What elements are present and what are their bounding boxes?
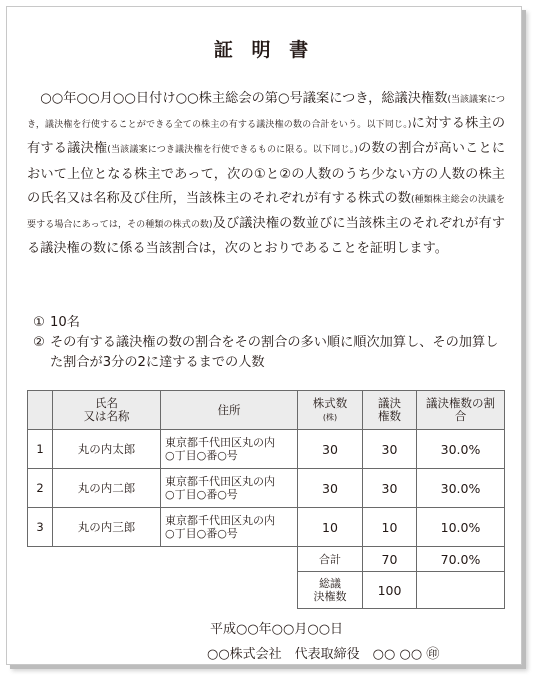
row-shares: 10 <box>298 508 363 547</box>
total-voting-rights-value: 100 <box>363 572 417 609</box>
total-votes: 70 <box>363 547 417 572</box>
body-text-segment: に対する株主の有する議決権 <box>27 116 506 157</box>
row-votes: 30 <box>363 430 417 469</box>
list-item <box>33 313 503 333</box>
row-no: 1 <box>28 430 53 469</box>
row-ratio: 30.0% <box>417 469 505 508</box>
certificate-body <box>27 87 505 261</box>
row-shares: 30 <box>298 430 363 469</box>
list-item <box>33 333 503 373</box>
list-mark: ② <box>33 335 45 350</box>
body-text-segment: の数の割合が高いことにおいて上位となる株主であって，次の①と②の人数のうち少ない方の人数の株主の氏名又は名称及び住所，当該株主のそれぞれが有する株式の数 <box>27 141 506 206</box>
row-name: 丸の内三郎 <box>53 508 161 547</box>
body-text-segment: 及び議決権の数並びに当該株主のそれぞれが有する議決権の数に係る当該割合は，次のとおりであることを証明します。 <box>27 216 505 257</box>
document-title: 証 明 書 <box>213 39 315 61</box>
list-text: その有する議決権の数の割合をその割合の多い順に順次加算し、その加算した割合が3分の2に達するまでの人数 <box>50 335 499 370</box>
total-voting-rights-label: 総議 決権数 <box>298 572 363 609</box>
total-ratio: 70.0% <box>417 547 505 572</box>
row-shares: 30 <box>298 469 363 508</box>
row-address: 東京都千代田区丸の内 ○丁目○番○号 <box>161 430 298 469</box>
row-votes: 10 <box>363 508 417 547</box>
total-row <box>28 547 505 572</box>
row-address: 東京都千代田区丸の内 ○丁目○番○号 <box>161 469 298 508</box>
condition-list <box>33 313 503 373</box>
list-mark: ① <box>33 315 45 330</box>
certificate-footer <box>207 617 440 667</box>
row-address: 東京都千代田区丸の内 ○丁目○番○号 <box>161 508 298 547</box>
header-no <box>28 391 53 430</box>
header-address: 住所 <box>161 391 298 430</box>
body-note: (種類株主総会の決議を要する場合にあっては，その種類の株式の数) <box>27 194 506 231</box>
header-ratio: 議決権数の割 合 <box>417 391 505 430</box>
body-note: (当該議案につき，議決権を行使することができる全ての株主の有する議決権の数の合計をいう。以下同じ。) <box>27 95 505 131</box>
table-row <box>28 508 505 547</box>
row-no: 2 <box>28 469 53 508</box>
list-text: 10名 <box>50 315 80 330</box>
row-name: 丸の内二郎 <box>53 469 161 508</box>
row-name: 丸の内太郎 <box>53 430 161 469</box>
header-name: 氏名 又は名称 <box>53 391 161 430</box>
shareholder-table-wrap <box>27 390 505 609</box>
table-row <box>28 430 505 469</box>
row-no: 3 <box>28 508 53 547</box>
signature-line: ○○株式会社 代表取締役 ○○ ○○ ㊞ <box>207 647 440 662</box>
row-votes: 30 <box>363 469 417 508</box>
table-header-row <box>28 391 505 430</box>
total-voting-rights-row <box>28 572 505 609</box>
body-note: (当該議案につき議決権を行使できるものに限る。以下同じ。) <box>107 145 358 156</box>
header-shares: 株式数 (株) <box>298 391 363 430</box>
row-ratio: 30.0% <box>417 430 505 469</box>
empty-cell <box>417 572 505 609</box>
header-votes: 議決 権数 <box>363 391 417 430</box>
issue-date: 平成○○年○○月○○日 <box>210 622 344 637</box>
total-label: 合計 <box>298 547 363 572</box>
body-text-segment: ○○年○○月○○日付け○○株主総会の第○号議案につき，総議決権数 <box>27 91 448 106</box>
table-row <box>28 469 505 508</box>
row-ratio: 10.0% <box>417 508 505 547</box>
shareholder-table <box>27 390 505 609</box>
certificate-page <box>6 6 522 665</box>
